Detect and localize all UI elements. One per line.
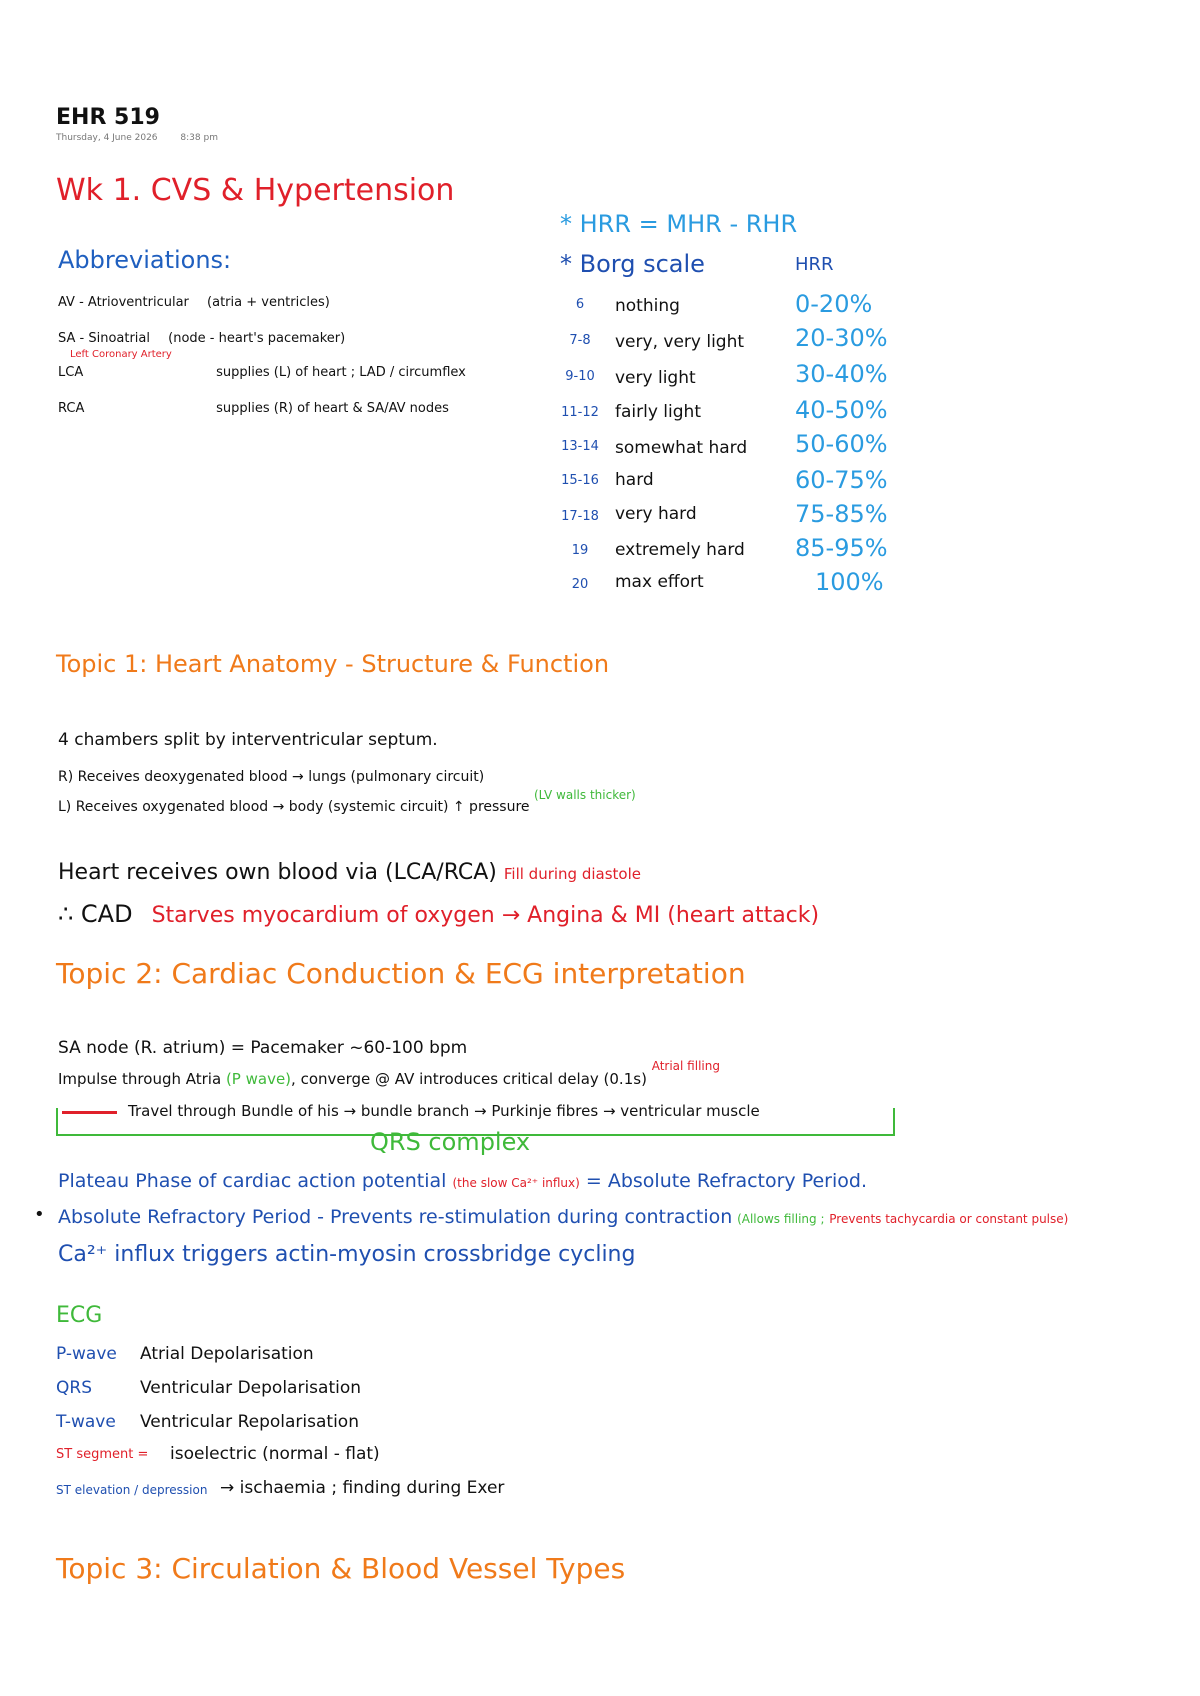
borg-pct: 100%	[815, 568, 884, 596]
topic2-line	[58, 1208, 1068, 1227]
topic1-heading: Topic 1: Heart Anatomy - Structure & Function	[56, 650, 610, 678]
page-meta	[56, 134, 238, 143]
borg-pct: 85-95%	[795, 534, 888, 562]
bullet-dot: •	[34, 1204, 45, 1225]
topic2-line: SA node (R. atrium) = Pacemaker ~60-100 bpm	[58, 1038, 468, 1058]
abbreviation-key: AV - Atrioventricular	[58, 295, 189, 310]
borg-rpe: 11-12	[561, 405, 599, 420]
topic2-line	[58, 1172, 867, 1191]
topic1-line	[58, 788, 636, 815]
topic2-line2-end: , converge @ AV introduces critical delay (0.1s)	[291, 1070, 647, 1088]
page-title: EHR 519	[56, 105, 160, 130]
topic2-line5: Absolute Refractory Period - Prevents re-stimulation during contraction	[58, 1206, 733, 1228]
topic1-line: R) Receives deoxygenated blood → lungs (pulmonary circuit)	[58, 769, 485, 785]
borg-pct: 50-60%	[795, 430, 888, 458]
topic1-line	[58, 862, 641, 884]
borg-rpe: 15-16	[561, 473, 599, 488]
topic2-line5-green: (Allows filling ;	[737, 1212, 825, 1226]
lca-note: Left Coronary Artery	[70, 349, 172, 360]
ecg-heading: ECG	[56, 1303, 103, 1328]
topic2-heading: Topic 2: Cardiac Conduction & ECG interpretation	[56, 957, 746, 990]
ecg-key: QRS	[56, 1378, 92, 1398]
borg-heading: * Borg scale	[560, 250, 705, 278]
week-heading: Wk 1. CVS & Hypertension	[56, 173, 455, 208]
topic1-line4-note: Fill during diastole	[503, 865, 641, 883]
topic3-heading: Topic 3: Circulation & Blood Vessel Types	[56, 1552, 626, 1585]
topic2-line4-end: = Absolute Refractory Period.	[585, 1170, 867, 1192]
page-date: Thursday, 4 June 2026	[56, 133, 158, 143]
topic2-line	[58, 1059, 720, 1088]
abbreviations-heading: Abbreviations:	[58, 246, 232, 274]
borg-column-header: HRR	[795, 254, 834, 275]
topic1-line	[58, 902, 819, 927]
abbreviation-value: (atria + ventricles)	[207, 295, 330, 310]
borg-pct: 20-30%	[795, 324, 888, 352]
topic1-line5-prefix: ∴ CAD	[58, 900, 133, 928]
borg-rpe: 17-18	[561, 509, 599, 524]
topic2-line6: Ca²⁺ influx triggers actin-myosin crossbridge cycling	[58, 1242, 636, 1267]
ecg-key: T-wave	[56, 1412, 116, 1432]
ecg-key: P-wave	[56, 1344, 117, 1364]
abbreviation-item	[58, 332, 345, 345]
topic2-line2: Impulse through Atria	[58, 1070, 222, 1088]
topic1-line: 4 chambers split by interventricular septum.	[58, 730, 438, 750]
abbreviation-value: (node - heart's pacemaker)	[168, 331, 346, 346]
abbreviation-key: LCA	[58, 365, 84, 380]
abbreviation-key: RCA	[58, 401, 85, 416]
ecg-value: Ventricular Depolarisation	[140, 1378, 362, 1398]
topic2-line: Travel through Bundle of his → bundle branch → Purkinje fibres → ventricular muscle	[128, 1102, 760, 1120]
borg-label: somewhat hard	[615, 438, 748, 458]
qrs-label: QRS complex	[370, 1128, 531, 1156]
borg-rpe: 6	[575, 297, 585, 312]
topic2-line2-green: (P wave)	[225, 1070, 292, 1088]
borg-rpe: 9-10	[565, 369, 595, 384]
borg-label: very, very light	[615, 332, 745, 352]
borg-label: fairly light	[615, 402, 701, 422]
ecg-value: Ventricular Repolarisation	[140, 1412, 359, 1432]
borg-rpe: 7-8	[569, 333, 591, 348]
borg-pct: 60-75%	[795, 466, 888, 494]
ecg-value: isoelectric (normal - flat)	[170, 1444, 380, 1464]
borg-rpe: 13-14	[561, 439, 599, 454]
borg-pct: 40-50%	[795, 396, 888, 424]
borg-label: very light	[615, 368, 696, 388]
topic1-line3-note: (LV walls thicker)	[533, 788, 636, 802]
abbreviation-value: supplies (R) of heart & SA/AV nodes	[216, 401, 449, 416]
topic2-line4-red: (the slow Ca²⁺ influx)	[452, 1176, 580, 1190]
ecg-value: → ischaemia ; finding during Exer	[220, 1478, 505, 1498]
borg-rpe: 19	[571, 543, 589, 558]
abbreviation-item	[58, 402, 449, 415]
borg-label: extremely hard	[615, 540, 745, 560]
ecg-key: ST segment =	[56, 1447, 149, 1462]
page-time: 8:38 pm	[180, 133, 218, 143]
abbreviation-key: SA - Sinoatrial	[58, 331, 150, 346]
topic1-line4: Heart receives own blood via (LCA/RCA)	[58, 860, 497, 885]
abbreviation-value: supplies (L) of heart ; LAD / circumflex	[216, 365, 466, 380]
hrr-formula: * HRR = MHR - RHR	[560, 210, 798, 238]
ecg-value: Atrial Depolarisation	[140, 1344, 314, 1364]
borg-label: very hard	[615, 504, 697, 524]
topic1-line3: L) Receives oxygenated blood → body (systemic circuit) ↑ pressure	[58, 799, 530, 815]
borg-pct: 30-40%	[795, 360, 888, 388]
abbreviation-item	[58, 366, 466, 379]
topic2-line2-note: Atrial filling	[651, 1059, 720, 1073]
topic1-line5: Starves myocardium of oxygen → Angina & MI (heart attack)	[151, 903, 820, 928]
borg-pct: 0-20%	[795, 290, 873, 318]
topic2-line5-red: Prevents tachycardia or constant pulse)	[829, 1212, 1069, 1226]
ecg-key: ST elevation / depression	[56, 1483, 208, 1497]
borg-pct: 75-85%	[795, 500, 888, 528]
topic2-line4: Plateau Phase of cardiac action potential	[58, 1170, 447, 1192]
borg-label: hard	[615, 470, 654, 490]
borg-label: nothing	[615, 296, 680, 316]
abbreviation-item	[58, 296, 330, 309]
borg-rpe: 20	[571, 577, 589, 592]
topic2-line	[58, 1244, 635, 1266]
borg-label: max effort	[615, 572, 704, 592]
